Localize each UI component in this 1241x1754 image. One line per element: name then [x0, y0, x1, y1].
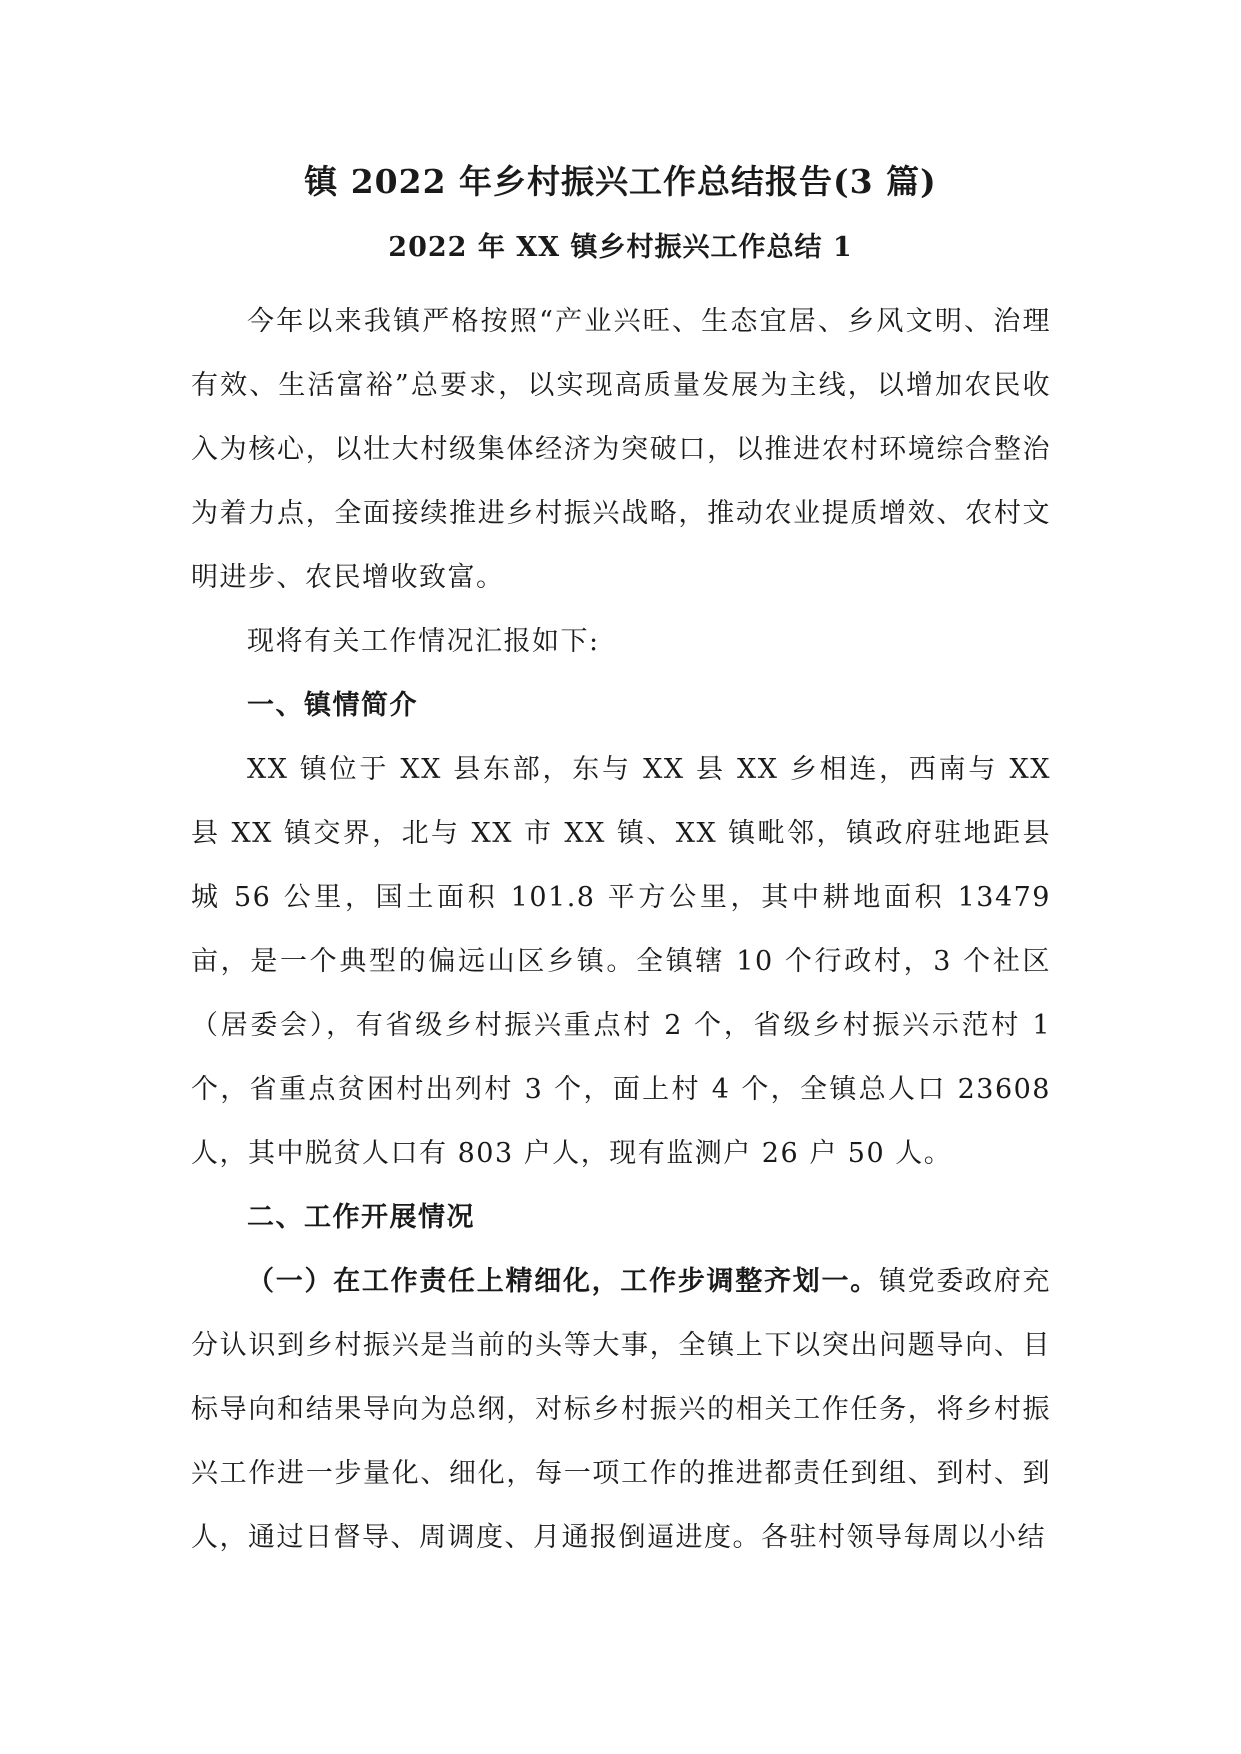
- section-overview-paragraph: XX 镇位于 XX 县东部，东与 XX 县 XX 乡相连，西南与 XX 县 XX 镇交界，北与 XX 市 XX 镇、XX 镇毗邻，镇政府驻地距县城 56 公里，国土面积 101.8 平方公里，其中耕地面积 13479 亩，是一个典型的偏远山区乡镇。全镇辖 10 个行政村，3 个社区（居委会），有省级乡村振兴重点村 2 个，省级乡村振兴示范村 1 个，省重点贫困村出列村 3 个，面上村 4 个，全镇总人口 23608 人，其中脱贫人口有 803 户人，现有监测户 26 户 50 人。: [191, 754, 1051, 1169]
- subsection-text: 镇党委政府充分认识到乡村振兴是当前的头等大事，全镇上下以突出问题导向、目标导向和结果导向为总纲，对标乡村振兴的相关工作任务，将乡村振兴工作进一步量化、细化，每一项工作的推进都责任到组、到村、到人，通过日督导、周调度、月通报倒逼进度。各驻村领导每周以小结: [191, 1266, 1052, 1553]
- document-body: [191, 290, 1051, 1570]
- document-subtitle: 2022 年 XX 镇乡村振兴工作总结 1: [388, 232, 853, 263]
- document-title: 镇 2022 年乡村振兴工作总结报告(3 篇): [304, 162, 937, 201]
- section-heading-overview: 一、镇情简介: [247, 690, 418, 721]
- section-heading-work: 二、工作开展情况: [247, 1202, 475, 1233]
- report-intro-paragraph: 现将有关工作情况汇报如下:: [247, 626, 600, 657]
- subsection-responsibility-paragraph: [191, 1250, 1051, 1570]
- subsection-lead: （一）在工作责任上精细化，工作步调整齐划一。: [247, 1266, 879, 1297]
- intro-paragraph: 今年以来我镇严格按照“产业兴旺、生态宜居、乡风文明、治理有效、生活富裕”总要求，以实现高质量发展为主线，以增加农民收入为核心，以壮大村级集体经济为突破口，以推进农村环境综合整治为着力点，全面接续推进乡村振兴战略，推动农业提质增效、农村文明进步、农民增收致富。: [191, 306, 1051, 593]
